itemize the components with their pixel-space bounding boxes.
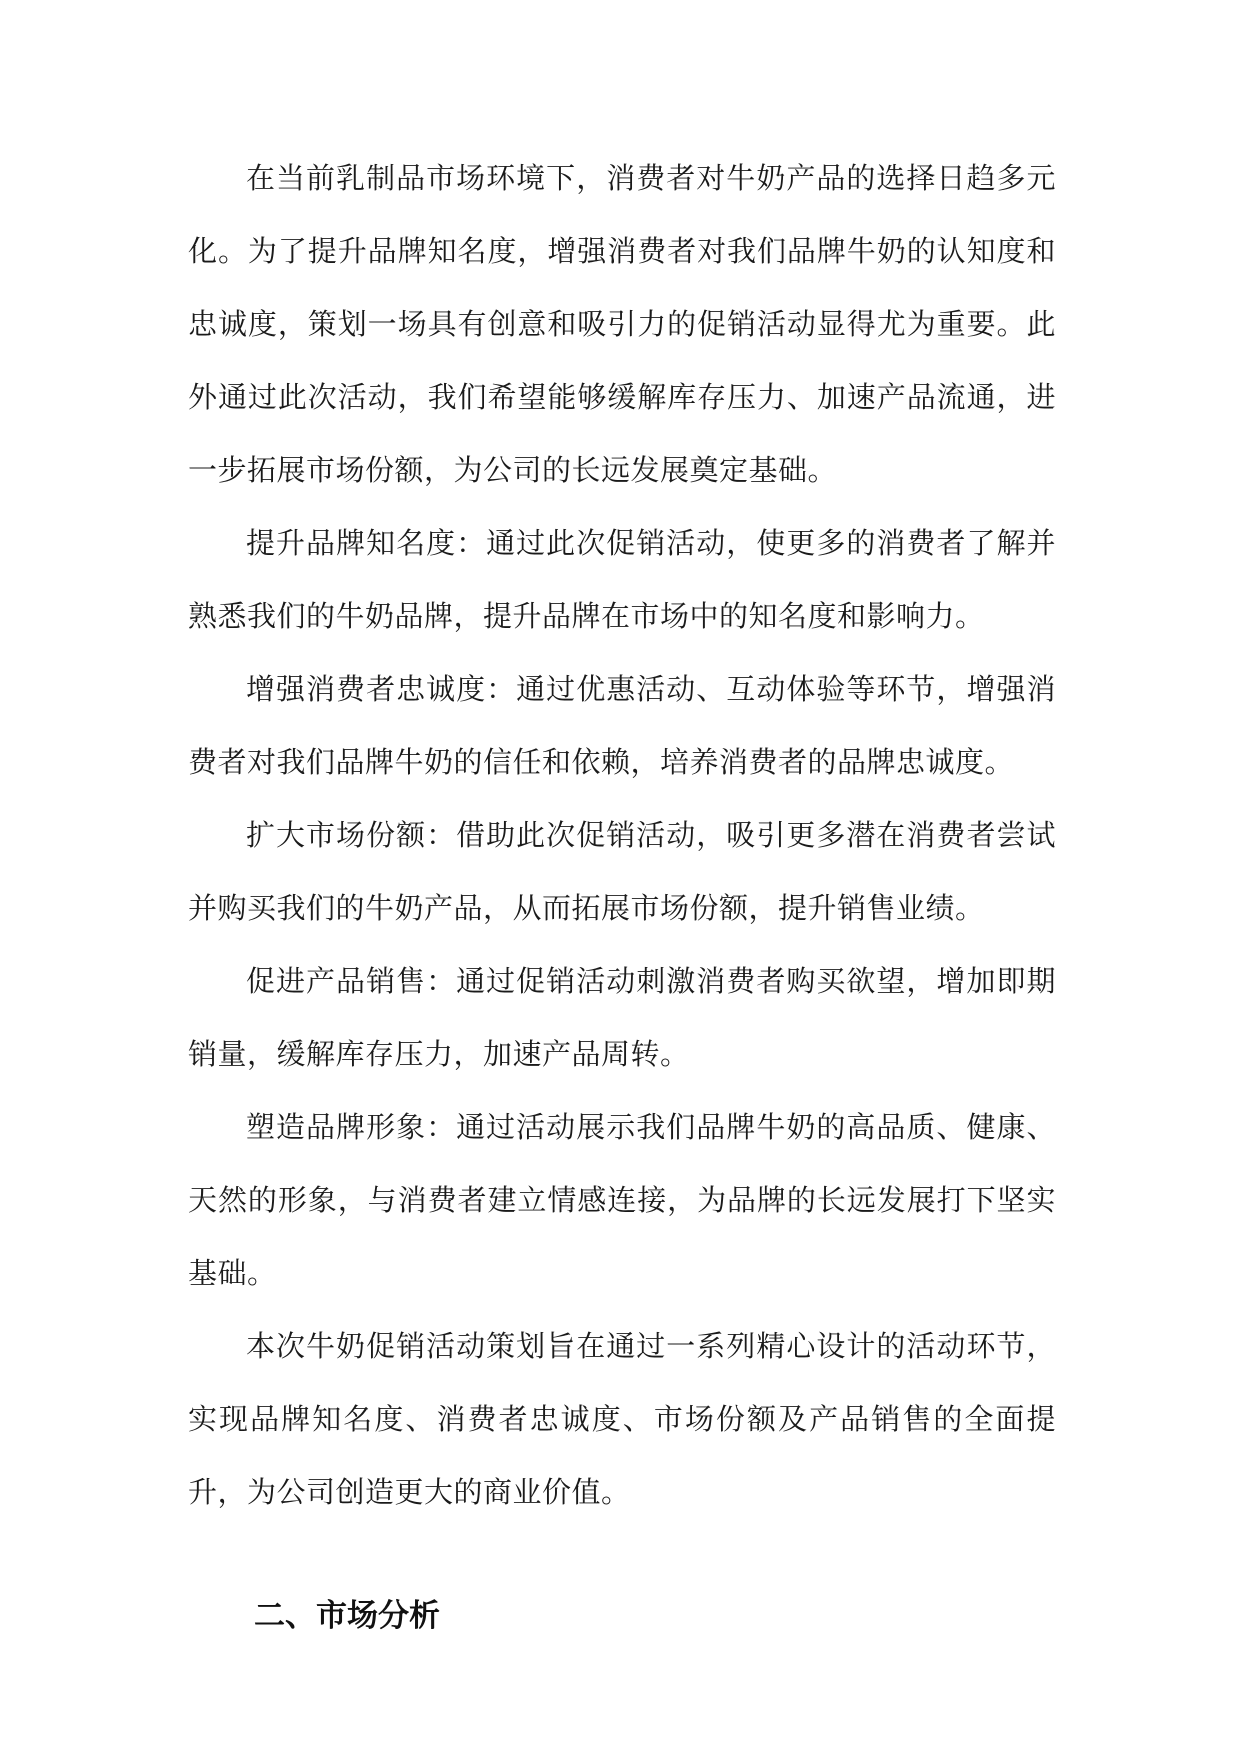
paragraph-summary: 本次牛奶促销活动策划旨在通过一系列精心设计的活动环节，实现品牌知名度、消费者忠诚度、市场份额及产品销售的全面提升，为公司创造更大的商业价值。: [188, 1329, 1056, 1509]
paragraph-sales-promotion: 促进产品销售：通过促销活动刺激消费者购买欲望，增加即期销量，缓解库存压力，加速产品周转。: [188, 964, 1056, 1071]
document-body: [188, 142, 1056, 1646]
paragraph-brand-image: 塑造品牌形象：通过活动展示我们品牌牛奶的高品质、健康、天然的形象，与消费者建立情感连接，为品牌的长远发展打下坚实基础。: [188, 1110, 1056, 1290]
paragraph-market-share: 扩大市场份额：借助此次促销活动，吸引更多潜在消费者尝试并购买我们的牛奶产品，从而拓展市场份额，提升销售业绩。: [188, 818, 1056, 925]
paragraph-customer-loyalty: 增强消费者忠诚度：通过优惠活动、互动体验等环节，增强消费者对我们品牌牛奶的信任和依赖，培养消费者的品牌忠诚度。: [188, 672, 1056, 779]
paragraph-background: 在当前乳制品市场环境下，消费者对牛奶产品的选择日趋多元化。为了提升品牌知名度，增强消费者对我们品牌牛奶的认知度和忠诚度，策划一场具有创意和吸引力的促销活动显得尤为重要。此外通过此次活动，我们希望能够缓解库存压力、加速产品流通，进一步拓展市场份额，为公司的长远发展奠定基础。: [188, 161, 1056, 487]
paragraph-brand-awareness: 提升品牌知名度：通过此次促销活动，使更多的消费者了解并熟悉我们的牛奶品牌，提升品牌在市场中的知名度和影响力。: [188, 526, 1056, 633]
section-heading-market-analysis: 二、市场分析: [254, 1598, 440, 1634]
